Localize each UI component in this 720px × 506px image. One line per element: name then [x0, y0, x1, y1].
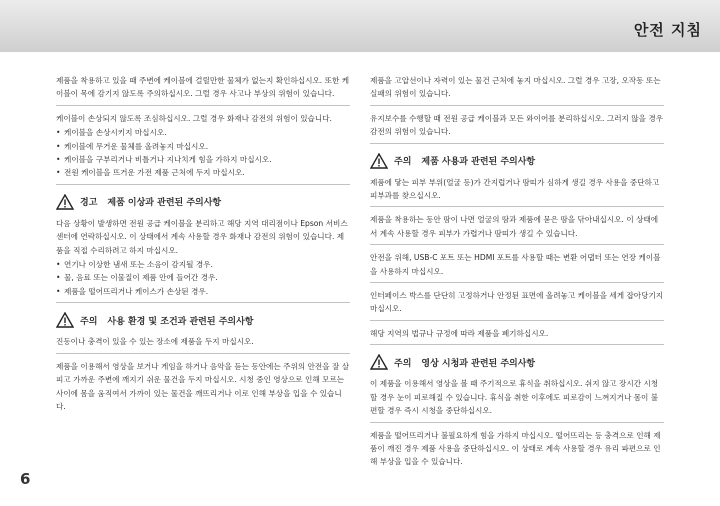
paragraph: 제품을 이용해서 영상을 보거나 게임을 하거나 음악을 듣는 동안에는 주위의 안전을 잘 살피고 가까운 주변에 깨지기 쉬운 물건을 두지 마십시오. 시청 중인 영상으로 인해 모르는 사이에 몸을 움직여서 가까이 있는 물건을 깨뜨리거나 이로 인해 부상을 입을 수 있습니다.: [56, 361, 350, 411]
text-block: [370, 327, 664, 345]
warning-triangle-icon: [370, 153, 388, 169]
text-block: [370, 289, 664, 321]
list-item: • 케이블에 무거운 물체를 올려놓지 마십시오.: [56, 140, 350, 153]
heading-type: 주의: [80, 316, 98, 327]
list-item: • 제품을 떨어뜨리거나 케이스가 손상된 경우.: [56, 285, 350, 298]
heading-type: 경고: [80, 198, 98, 209]
paragraph: 안전을 위해, USB-C 포트 또는 HDMI 포트를 사용할 때는 변환 어댑터 또는 연장 케이블을 사용하지 마십시오.: [370, 253, 661, 276]
text-block: [56, 74, 350, 106]
list-item: • 전원 케이블을 뜨거운 가전 제품 근처에 두지 마십시오.: [56, 166, 350, 179]
paragraph: 제품을 고압선이나 자력이 있는 물건 근처에 놓지 마십시오. 그럴 경우 고장, 오작동 또는 실패의 위험이 있습니다.: [370, 76, 661, 99]
text-block: [370, 377, 664, 422]
heading-title: 제품 이상과 관련된 주의사항: [107, 198, 222, 209]
warning-triangle-icon: [56, 194, 74, 210]
text-block: [370, 112, 664, 144]
section-heading: [56, 309, 350, 331]
right-column: [370, 74, 664, 479]
page-number: 6: [20, 470, 31, 488]
heading-type: 주의: [394, 157, 412, 168]
heading-title: 제품 사용과 관련된 주의사항: [421, 157, 536, 168]
text-block: [370, 213, 664, 245]
paragraph: 해당 지역의 법규나 규정에 따라 제품을 폐기하십시오.: [370, 328, 549, 338]
section-heading: [370, 351, 664, 373]
paragraph: 제품에 닿는 피부 부위(얼굴 등)가 간지럽거나 땀띠가 심하게 생길 경우 사용을 중단하고 피부과를 찾으십시오.: [370, 177, 660, 201]
text-block: [370, 74, 664, 106]
warning-triangle-icon: [370, 354, 388, 370]
list-item: • 연기나 이상한 냄새 또는 소음이 감지될 경우.: [56, 258, 350, 271]
list-item: • 물, 음료 또는 이물질이 제품 안에 들어간 경우.: [56, 271, 350, 284]
left-column: [56, 74, 350, 423]
page-header: [0, 0, 720, 52]
list-item: • 케이블을 손상시키지 마십시오.: [56, 126, 350, 139]
section-heading: [56, 191, 350, 213]
list-item: • 케이블을 구부리거나 비틀거나 지나치게 힘을 가하지 마십시오.: [56, 153, 350, 166]
bullet-list: [56, 126, 350, 180]
text-block: [56, 335, 350, 353]
paragraph: 인터페이스 박스를 단단히 고정하거나 안정된 표면에 올려놓고 케이블을 세게 잡아당기지 마십시오.: [370, 291, 664, 314]
text-block: [370, 251, 664, 283]
warning-triangle-icon: [56, 312, 74, 328]
text-block: [56, 217, 350, 303]
text-block: [370, 429, 664, 473]
paragraph: 제품을 떨어뜨리거나 불필요하게 힘을 가하지 마십시오. 떨어뜨리는 등 충격으로 인해 제품이 깨진 경우 제품 사용을 중단하십시오. 이 상태로 계속 사용할 경우 유리 파편으로 인해 부상을 입을 수 있습니다.: [370, 430, 661, 467]
paragraph: 이 제품을 이용해서 영상을 볼 때 주기적으로 휴식을 취하십시오. 쉬지 않고 장시간 시청할 경우 눈이 피로해질 수 있습니다. 휴식을 취한 이후에도 피로감이 느껴지거나 몸이 불편할 경우 즉시 시청을 중단하십시오.: [370, 379, 659, 416]
paragraph: 다음 상황이 발생하면 전원 공급 케이블을 분리하고 해당 지역 대리점이나 Epson 서비스 센터에 연락하십시오. 이 상태에서 계속 사용할 경우 화재나 감전의 위험이 있습니다. 제품을 직접 수리하려고 하지 마십시오.: [56, 218, 348, 255]
heading-title: 사용 환경 및 조건과 관련된 주의사항: [107, 316, 254, 327]
paragraph: 제품을 착용하고 있을 때 주변에 케이블에 걸릴만한 물체가 없는지 확인하십시오. 또한 케이블이 목에 감기지 않도록 주의하십시오. 그럴 경우 사고나 부상의 위험이 있습니다.: [56, 76, 350, 99]
paragraph: 제품을 착용하는 동안 땀이 나면 얼굴의 땀과 제품에 묻은 땀을 닦아내십시오. 이 상태에서 계속 사용할 경우 피부가 가렵거나 땀띠가 생길 수 있습니다.: [370, 215, 659, 238]
section-heading: [370, 150, 664, 172]
page-title: 안전 지침: [633, 21, 702, 39]
bullet-list: [56, 258, 350, 298]
paragraph: 유지보수를 수행할 때 전원 공급 케이블과 모든 와이어를 분리하십시오. 그러지 않을 경우 감전의 위험이 있습니다.: [370, 113, 664, 137]
text-block: [56, 112, 350, 185]
paragraph: 케이블이 손상되지 않도록 조심하십시오. 그럴 경우 화재나 감전의 위험이 있습니다.: [56, 113, 332, 123]
heading-type: 주의: [394, 358, 412, 369]
text-block: [370, 176, 664, 208]
text-block: [56, 360, 350, 418]
heading-title: 영상 시청과 관련된 주의사항: [421, 358, 536, 369]
paragraph: 진동이나 충격이 있을 수 있는 장소에 제품을 두지 마십시오.: [56, 337, 254, 347]
